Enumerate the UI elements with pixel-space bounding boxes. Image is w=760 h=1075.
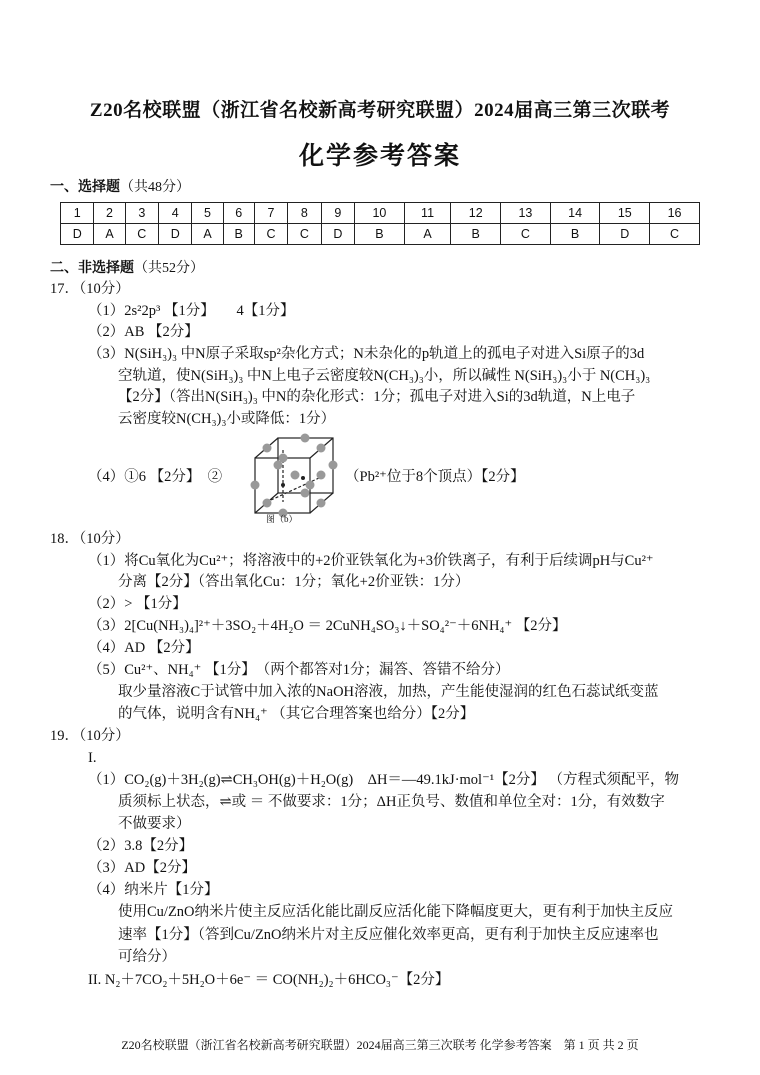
q18-part5-line3: 的气体，说明含有NH₄⁺ （其它合理答案也给分）【2分】 bbox=[118, 706, 475, 722]
q17-part2: （2）AB 【2分】 bbox=[88, 324, 199, 340]
question-number-cell: 10 bbox=[355, 203, 405, 224]
q19-part4-line3: 速率【1分】（答到Cu/ZnO纳米片对主反应催化效率更高，更有利于加快主反应速率也 bbox=[118, 927, 659, 943]
q17-part1: （1）2s²2p³ 【1分】 4【1分】 bbox=[88, 303, 295, 319]
q18-part3: （3）2[Cu(NH₃)₄]²⁺＋3SO₂＋4H₂O ＝ 2CuNH₄SO₃↓＋SO₄²⁻＋6NH₄⁺ 【2分】 bbox=[88, 618, 567, 634]
q17-part3-line1: （3）N(SiH₃)₃ 中N原子采取sp²杂化方式；N未杂化的p轨道上的孤电子对进入Si原子的3d bbox=[88, 346, 645, 362]
answer-cell: A bbox=[94, 224, 125, 245]
answer-cell: A bbox=[404, 224, 451, 245]
q17-part3-line4: 云密度较N(CH₃)₃小或降低：1分） bbox=[118, 411, 336, 427]
q19-part-ii: II. N₂＋7CO₂＋5H₂O＋6e⁻ ＝ CO(NH₂)₂＋6HCO₃⁻【2分】 bbox=[88, 972, 450, 988]
q18-part5-line1: （5）Cu²⁺、NH₄⁺ 【1分】 （两个都答对1分；漏答、答错不给分） bbox=[88, 662, 510, 678]
answer-cell: D bbox=[159, 224, 192, 245]
page-title: Z20名校联盟（浙江省名校新高考研究联盟）2024届高三第三次联考 bbox=[89, 100, 671, 121]
section-2-title: 二、非选择题 bbox=[50, 261, 134, 276]
question-number-cell: 12 bbox=[451, 203, 501, 224]
q19-part4-line4: 可给分） bbox=[118, 949, 176, 965]
section-1-heading bbox=[50, 176, 190, 196]
crystal-cell-figure bbox=[243, 430, 348, 525]
answer-cell: B bbox=[451, 224, 501, 245]
answer-table-answer-row bbox=[61, 224, 700, 245]
q19-part2: （2）3.8【2分】 bbox=[88, 838, 194, 854]
answer-cell: C bbox=[125, 224, 158, 245]
answer-cell: C bbox=[650, 224, 700, 245]
answer-cell: C bbox=[254, 224, 287, 245]
section-2-heading bbox=[50, 257, 204, 277]
question-number-cell: 14 bbox=[550, 203, 600, 224]
section-1-title: 一、选择题 bbox=[50, 180, 120, 195]
answer-cell: D bbox=[600, 224, 650, 245]
q17-number: 17．（10分） bbox=[50, 281, 130, 297]
question-number-cell: 8 bbox=[288, 203, 321, 224]
question-number-cell: 13 bbox=[501, 203, 551, 224]
section-1-note: （共48分） bbox=[120, 180, 190, 195]
question-number-cell: 3 bbox=[125, 203, 158, 224]
answer-cell: B bbox=[550, 224, 600, 245]
answer-table bbox=[60, 202, 700, 245]
figure-caption: 图（b） bbox=[266, 514, 298, 524]
answer-cell: A bbox=[192, 224, 223, 245]
q18-part5-line2: 取少量溶液C于试管中加入浓的NaOH溶液，加热，产生能使湿润的红色石蕊试纸变蓝 bbox=[118, 684, 659, 700]
q19-part1-line1: （1）CO₂(g)＋3H₂(g)⇌CH₃OH(g)＋H₂O(g) ΔH＝—49.1kJ·mol⁻¹【2分】 （方程式须配平，物 bbox=[88, 772, 679, 788]
q18-number: 18．（10分） bbox=[50, 531, 130, 547]
answer-cell: C bbox=[288, 224, 321, 245]
question-number-cell: 4 bbox=[159, 203, 192, 224]
q18-part1-line1: （1）将Cu氧化为Cu²⁺；将溶液中的+2价亚铁氧化为+3价铁离子，有利于后续调pH与Cu²⁺ bbox=[88, 553, 654, 569]
answer-cell: C bbox=[501, 224, 551, 245]
question-number-cell: 11 bbox=[404, 203, 451, 224]
page-footer: Z20名校联盟（浙江省名校新高考研究联盟）2024届高三第三次联考 化学参考答案 第 1 页 共 2 页 bbox=[121, 1038, 639, 1052]
q17-part4-a: （4）①6 【2分】 ② bbox=[88, 469, 223, 485]
section-2-note: （共52分） bbox=[134, 261, 204, 276]
q19-part4-line1: （4）纳米片【1分】 bbox=[88, 882, 219, 898]
q17-part3-line3: 【2分】（答出N(SiH₃)₃ 中N的杂化形式：1分；孤电子对进入Si的3d轨道，N上电子 bbox=[118, 389, 636, 405]
q17-part4-b: （Pb²⁺位于8个顶点）【2分】 bbox=[345, 469, 525, 485]
question-number-cell: 15 bbox=[600, 203, 650, 224]
question-number-cell: 5 bbox=[192, 203, 223, 224]
q19-part1-line3: 不做要求） bbox=[118, 816, 191, 832]
q18-part4: （4）AD 【2分】 bbox=[88, 640, 200, 656]
q19-number: 19．（10分） bbox=[50, 728, 130, 744]
q18-part1-line2: 分离【2分】（答出氧化Cu：1分；氧化+2价亚铁：1分） bbox=[118, 574, 470, 590]
question-number-cell: 1 bbox=[61, 203, 94, 224]
question-number-cell: 9 bbox=[321, 203, 354, 224]
q18-part2: （2）> 【1分】 bbox=[88, 596, 187, 612]
answer-cell: D bbox=[321, 224, 354, 245]
answer-cell: D bbox=[61, 224, 94, 245]
question-number-cell: 7 bbox=[254, 203, 287, 224]
q19-part-i: I. bbox=[88, 750, 97, 766]
q19-part1-line2: 质须标上状态，⇌或 ＝ 不做要求：1分；ΔH正负号、数值和单位全对：1分，有效数字 bbox=[118, 794, 665, 810]
answer-cell: B bbox=[355, 224, 405, 245]
question-number-cell: 2 bbox=[94, 203, 125, 224]
q19-part4-line2: 使用Cu/ZnO纳米片使主反应活化能比副反应活化能下降幅度更大，更有利于加快主反应 bbox=[118, 904, 674, 920]
question-number-cell: 6 bbox=[223, 203, 254, 224]
answer-table-number-row bbox=[61, 203, 700, 224]
answer-cell: B bbox=[223, 224, 254, 245]
page-subtitle: 化学参考答案 bbox=[298, 143, 461, 170]
question-number-cell: 16 bbox=[650, 203, 700, 224]
q17-part3-line2: 空轨道，使N(SiH₃)₃ 中N上电子云密度较N(CH₃)₃小，所以碱性 N(SiH₃)₃小于 N(CH₃)₃ bbox=[118, 368, 651, 384]
q19-part3: （3）AD【2分】 bbox=[88, 860, 196, 876]
